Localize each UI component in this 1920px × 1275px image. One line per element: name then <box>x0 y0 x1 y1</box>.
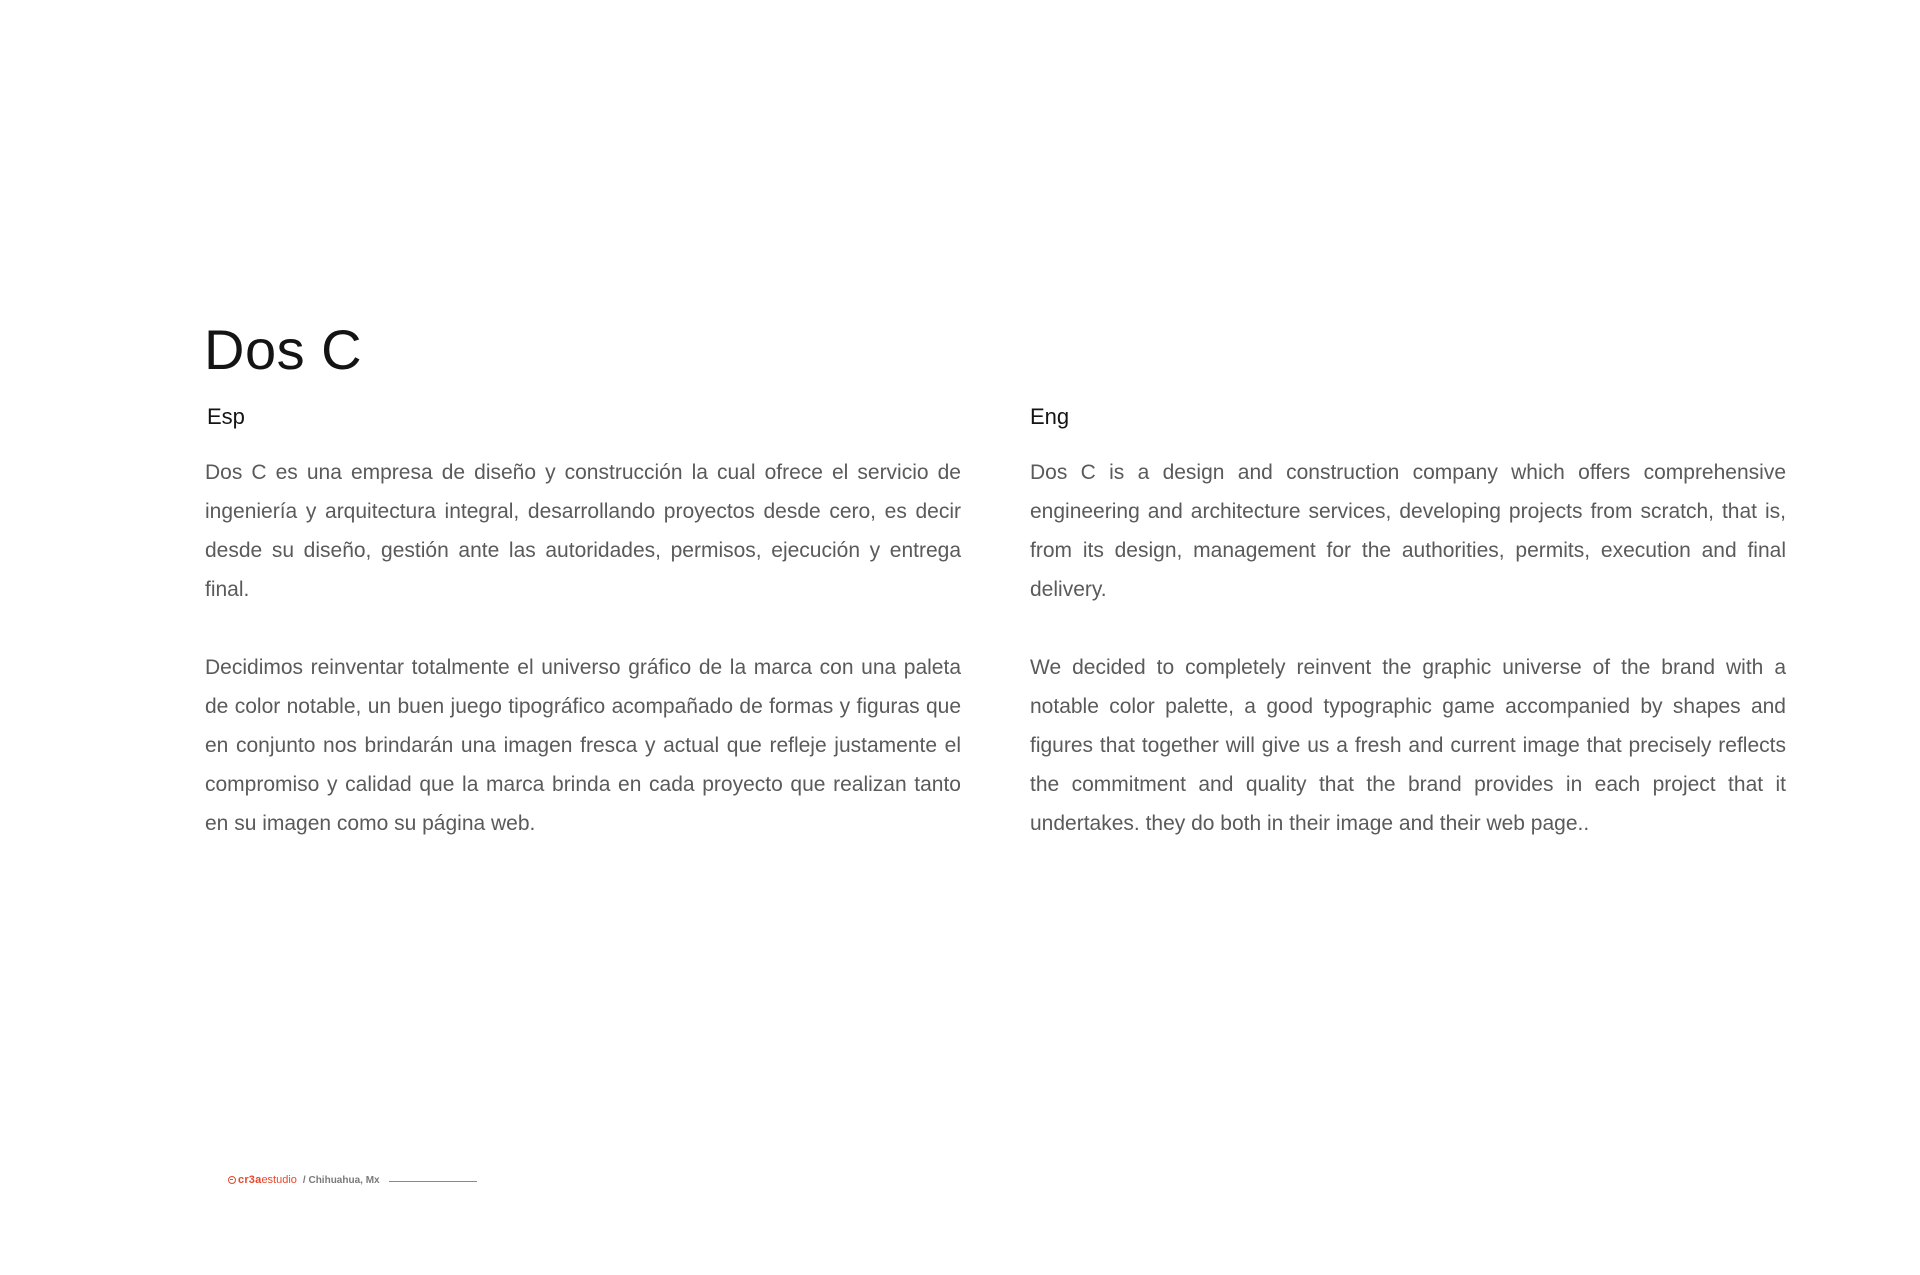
brand-name-primary: cr3a <box>238 1174 262 1186</box>
page-title: Dos C <box>204 318 363 381</box>
spanish-column <box>205 398 961 843</box>
brand-logo-icon <box>228 1176 236 1184</box>
english-label: Eng <box>1030 404 1070 429</box>
footer <box>228 1170 477 1190</box>
english-column <box>1030 398 1786 843</box>
footer-location: / Chihuahua, Mx <box>302 1174 380 1186</box>
english-paragraph-1: Dos C is a design and construction company which offers comprehensive engineering and architecture services, developing projects from scratch, that is, from its design, management for the authorities, permits, execution and final delivery. <box>1030 461 1786 601</box>
spanish-label: Esp <box>207 404 245 429</box>
spanish-paragraph-1: Dos C es una empresa de diseño y construcción la cual ofrece el servicio de ingeniería y arquitectura integral, desarrollando proyectos desde cero, es decir desde su diseño, gestión ante las autoridades, permisos, ejecución y entrega final. <box>205 461 961 601</box>
footer-divider <box>389 1181 477 1182</box>
brand-name-secondary: estudio <box>261 1174 297 1186</box>
english-paragraph-2: We decided to completely reinvent the graphic universe of the brand with a notable color palette, a good typographic game accompanied by shapes and figures that together will give us a fresh and current image that precisely reflects the commitment and quality that the brand provides in each project that it undertakes. they do both in their image and their web page.. <box>1030 656 1786 835</box>
spanish-paragraph-2: Decidimos reinventar totalmente el universo gráfico de la marca con una paleta de color notable, un buen juego tipográfico acompañado de formas y figuras que en conjunto nos brindarán una imagen fresca y actual que refleje justamente el compromiso y calidad que la marca brinda en cada proyecto que realizan tanto en su imagen como su página web. <box>205 656 961 835</box>
